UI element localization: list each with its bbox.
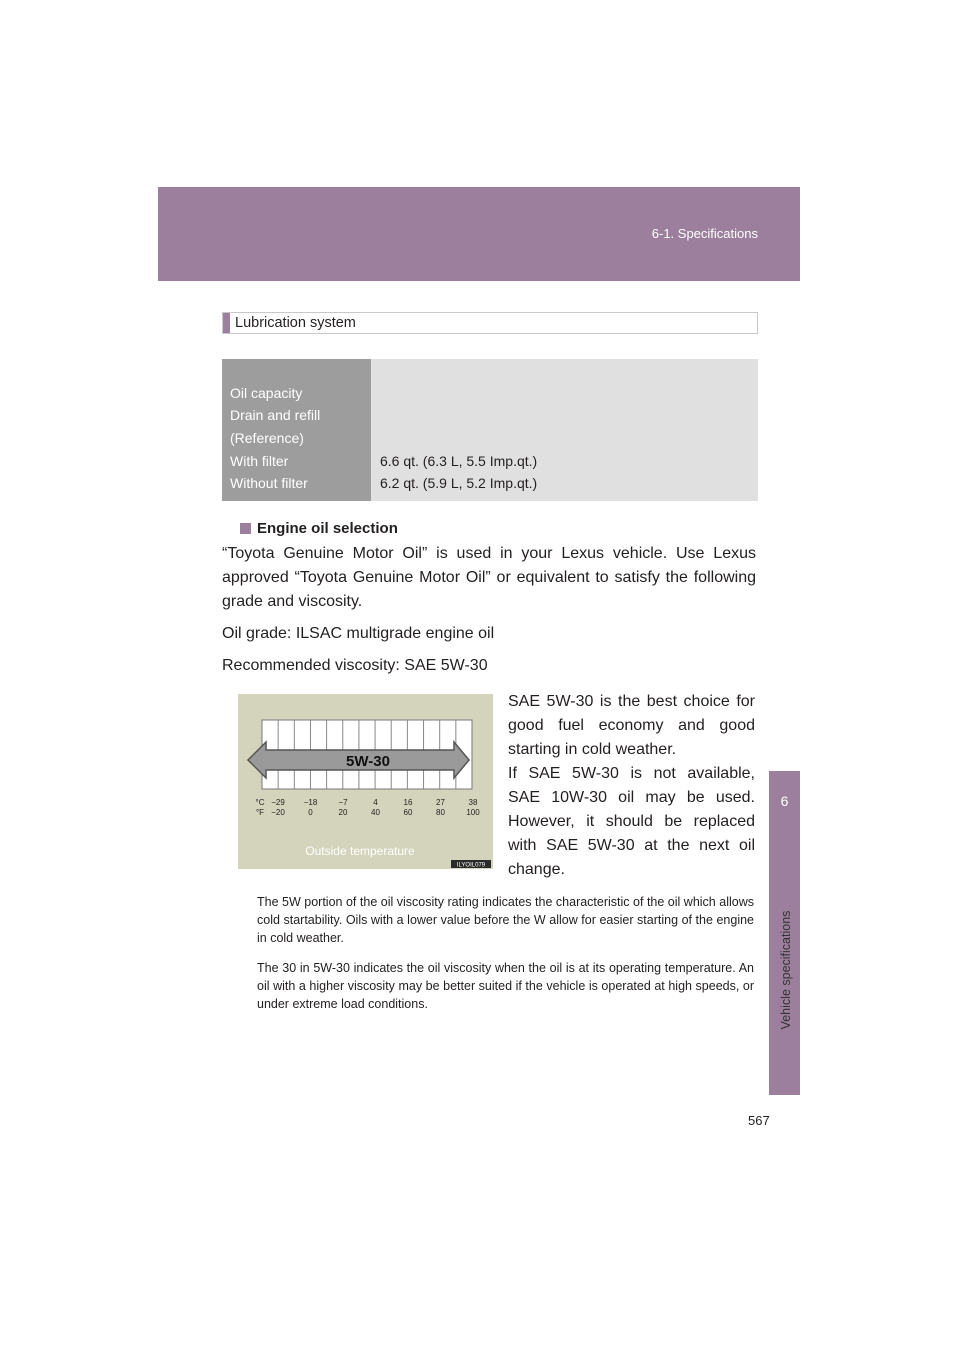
- spec-label: (Reference): [230, 430, 304, 446]
- engine-oil-heading-text: Engine oil selection: [257, 520, 398, 537]
- best-choice-paragraph: SAE 5W-30 is the best choice for good fuel economy and good starting in cold weather.: [508, 693, 755, 758]
- subsection-heading: [222, 312, 758, 334]
- page-number: 567: [748, 1113, 770, 1128]
- celsius-unit: °C: [255, 798, 265, 807]
- heading-accent-bar: [223, 313, 230, 333]
- note-5w: The 5W portion of the oil viscosity rating indicates the characteristic of the oil which allows cold startability. Oils with a lower value before the W allow for easier starting of the engine in cold weather.: [257, 895, 754, 945]
- subsection-title: Lubrication system: [235, 315, 356, 331]
- arrow-label: 5W-30: [346, 753, 390, 770]
- intro-paragraph: “Toyota Genuine Motor Oil” is used in your Lexus vehicle. Use Lexus approved “Toyota Genuine Motor Oil” or equivalent to satisfy the following grade and viscosity.: [222, 545, 756, 610]
- spec-label: Oil capacity: [230, 385, 303, 401]
- celsius-tick-label: −7: [338, 798, 348, 807]
- fahrenheit-unit: °F: [255, 808, 265, 817]
- chapter-title-vertical: [771, 900, 801, 1040]
- spec-label-column: [222, 359, 371, 501]
- spec-label: Without filter: [230, 475, 308, 491]
- fahrenheit-tick-label: −20: [271, 808, 285, 817]
- section-title: 6-1. Specifications: [651, 226, 758, 241]
- fahrenheit-tick-label: 100: [466, 808, 480, 817]
- spec-label: Drain and refill: [230, 407, 321, 423]
- celsius-tick-label: 27: [436, 798, 445, 807]
- chapter-title: Vehicle specifications: [779, 910, 793, 1030]
- spec-value-with-filter: 6.6 qt. (6.3 L, 5.5 Imp.qt.): [380, 453, 538, 469]
- viscosity-chart-figure: [238, 694, 493, 869]
- celsius-tick-label: −29: [271, 798, 285, 807]
- fahrenheit-tick-label: 60: [403, 808, 413, 817]
- fahrenheit-tick-label: 0: [308, 808, 313, 817]
- fahrenheit-tick-label: 40: [371, 808, 380, 817]
- header-band: [158, 187, 800, 281]
- note-30: The 30 in 5W-30 indicates the oil viscosity when the oil is at its operating temperature. An oil with a higher viscosity may be better suited if the vehicle is operated at high speeds, or under extreme load conditions.: [257, 961, 754, 1011]
- recommended-viscosity: Recommended viscosity: SAE 5W-30: [222, 657, 488, 674]
- viscosity-chart: [238, 694, 493, 869]
- spec-table: [222, 359, 758, 501]
- fahrenheit-tick-label: 20: [338, 808, 348, 817]
- oil-grade: Oil grade: ILSAC multigrade engine oil: [222, 625, 495, 642]
- alternative-oil-paragraph: If SAE 5W-30 is not available, SAE 10W-30 oil may be used. However, it should be replaced with SAE 5W-30 at the next oil change.: [508, 765, 755, 878]
- square-bullet-icon: [240, 523, 251, 534]
- engine-oil-heading: [240, 520, 398, 537]
- spec-label: With filter: [230, 453, 289, 469]
- celsius-tick-label: 16: [403, 798, 413, 807]
- celsius-tick-label: −18: [303, 798, 318, 807]
- image-code: ILYOIL079: [456, 862, 486, 869]
- chapter-number: 6: [780, 793, 789, 809]
- celsius-tick-label: 4: [373, 798, 378, 807]
- fahrenheit-tick-label: 80: [436, 808, 445, 817]
- spec-value-without-filter: 6.2 qt. (5.9 L, 5.2 Imp.qt.): [380, 475, 538, 491]
- figure-caption: Outside temperature: [305, 844, 415, 858]
- celsius-tick-label: 38: [468, 798, 478, 807]
